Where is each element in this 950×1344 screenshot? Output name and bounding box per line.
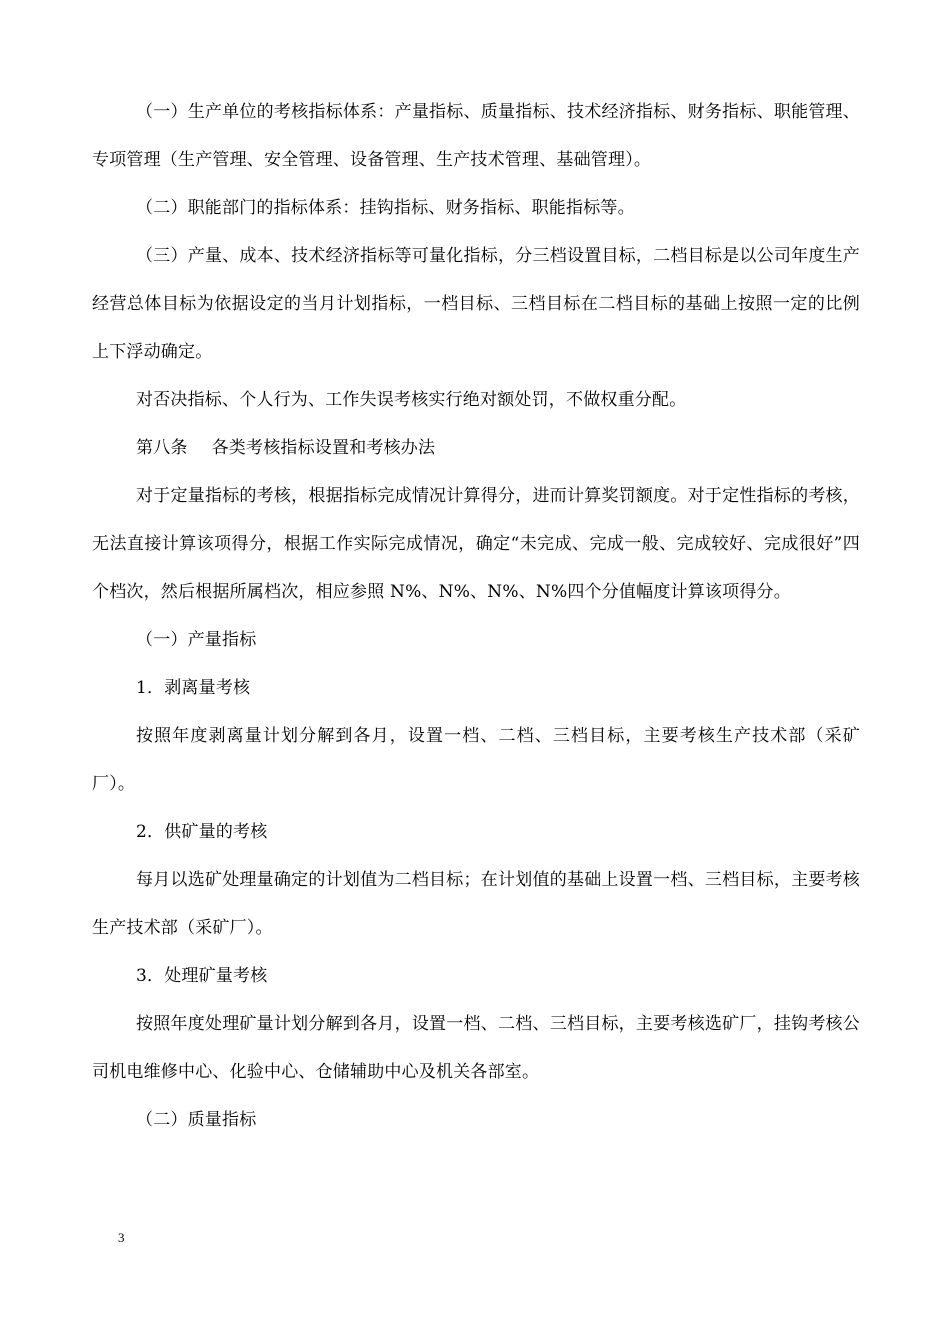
paragraph: 按照年度剥离量计划分解到各月，设置一档、二档、三档目标，主要考核生产技术部（采矿厂）。	[92, 726, 860, 794]
section-heading: （一）产量指标	[136, 630, 257, 650]
article-heading	[92, 424, 860, 472]
paragraph: （三）产量、成本、技术经济指标等可量化指标，分三档设置目标，二档目标是以公司年度生产经营总体目标为依据设定的当月计划指标，一档目标、三档目标在二档目标的基础上按照一定的比例上下浮动确定。	[92, 246, 860, 362]
article-number: 第八条	[136, 438, 188, 458]
subsection-heading: 3．处理矿量考核	[136, 966, 268, 986]
subsection-heading: 2．供矿量的考核	[136, 822, 268, 842]
article-title: 各类考核指标设置和考核办法	[211, 438, 436, 458]
paragraph: （二）职能部门的指标体系：挂钩指标、财务指标、职能指标等。	[136, 198, 635, 218]
paragraph: 对于定量指标的考核，根据指标完成情况计算得分，进而计算奖罚额度。对于定性指标的考核，无法直接计算该项得分，根据工作实际完成情况，确定“未完成、完成一般、完成较好、完成很好”四个档次，然后根据所属档次，相应参照 N%、N%、N%、N%四个分值幅度计算该项得分。	[92, 486, 860, 602]
section-heading: （二）质量指标	[136, 1110, 257, 1130]
paragraph: 对否决指标、个人行为、工作失误考核实行绝对额处罚，不做权重分配。	[136, 390, 687, 410]
paragraph: （一）生产单位的考核指标体系：产量指标、质量指标、技术经济指标、财务指标、职能管理、专项管理（生产管理、安全管理、设备管理、生产技术管理、基础管理）。	[92, 102, 860, 170]
subsection-heading: 1．剥离量考核	[136, 678, 251, 698]
paragraph: 按照年度处理矿量计划分解到各月，设置一档、二档、三档目标，主要考核选矿厂，挂钩考核公司机电维修中心、化验中心、仓储辅助中心及机关各部室。	[92, 1014, 860, 1082]
document-body	[92, 88, 860, 1144]
paragraph: 每月以选矿处理量确定的计划值为二档目标；在计划值的基础上设置一档、三档目标，主要考核生产技术部（采矿厂）。	[92, 870, 860, 938]
page-number: 3	[118, 1230, 125, 1245]
